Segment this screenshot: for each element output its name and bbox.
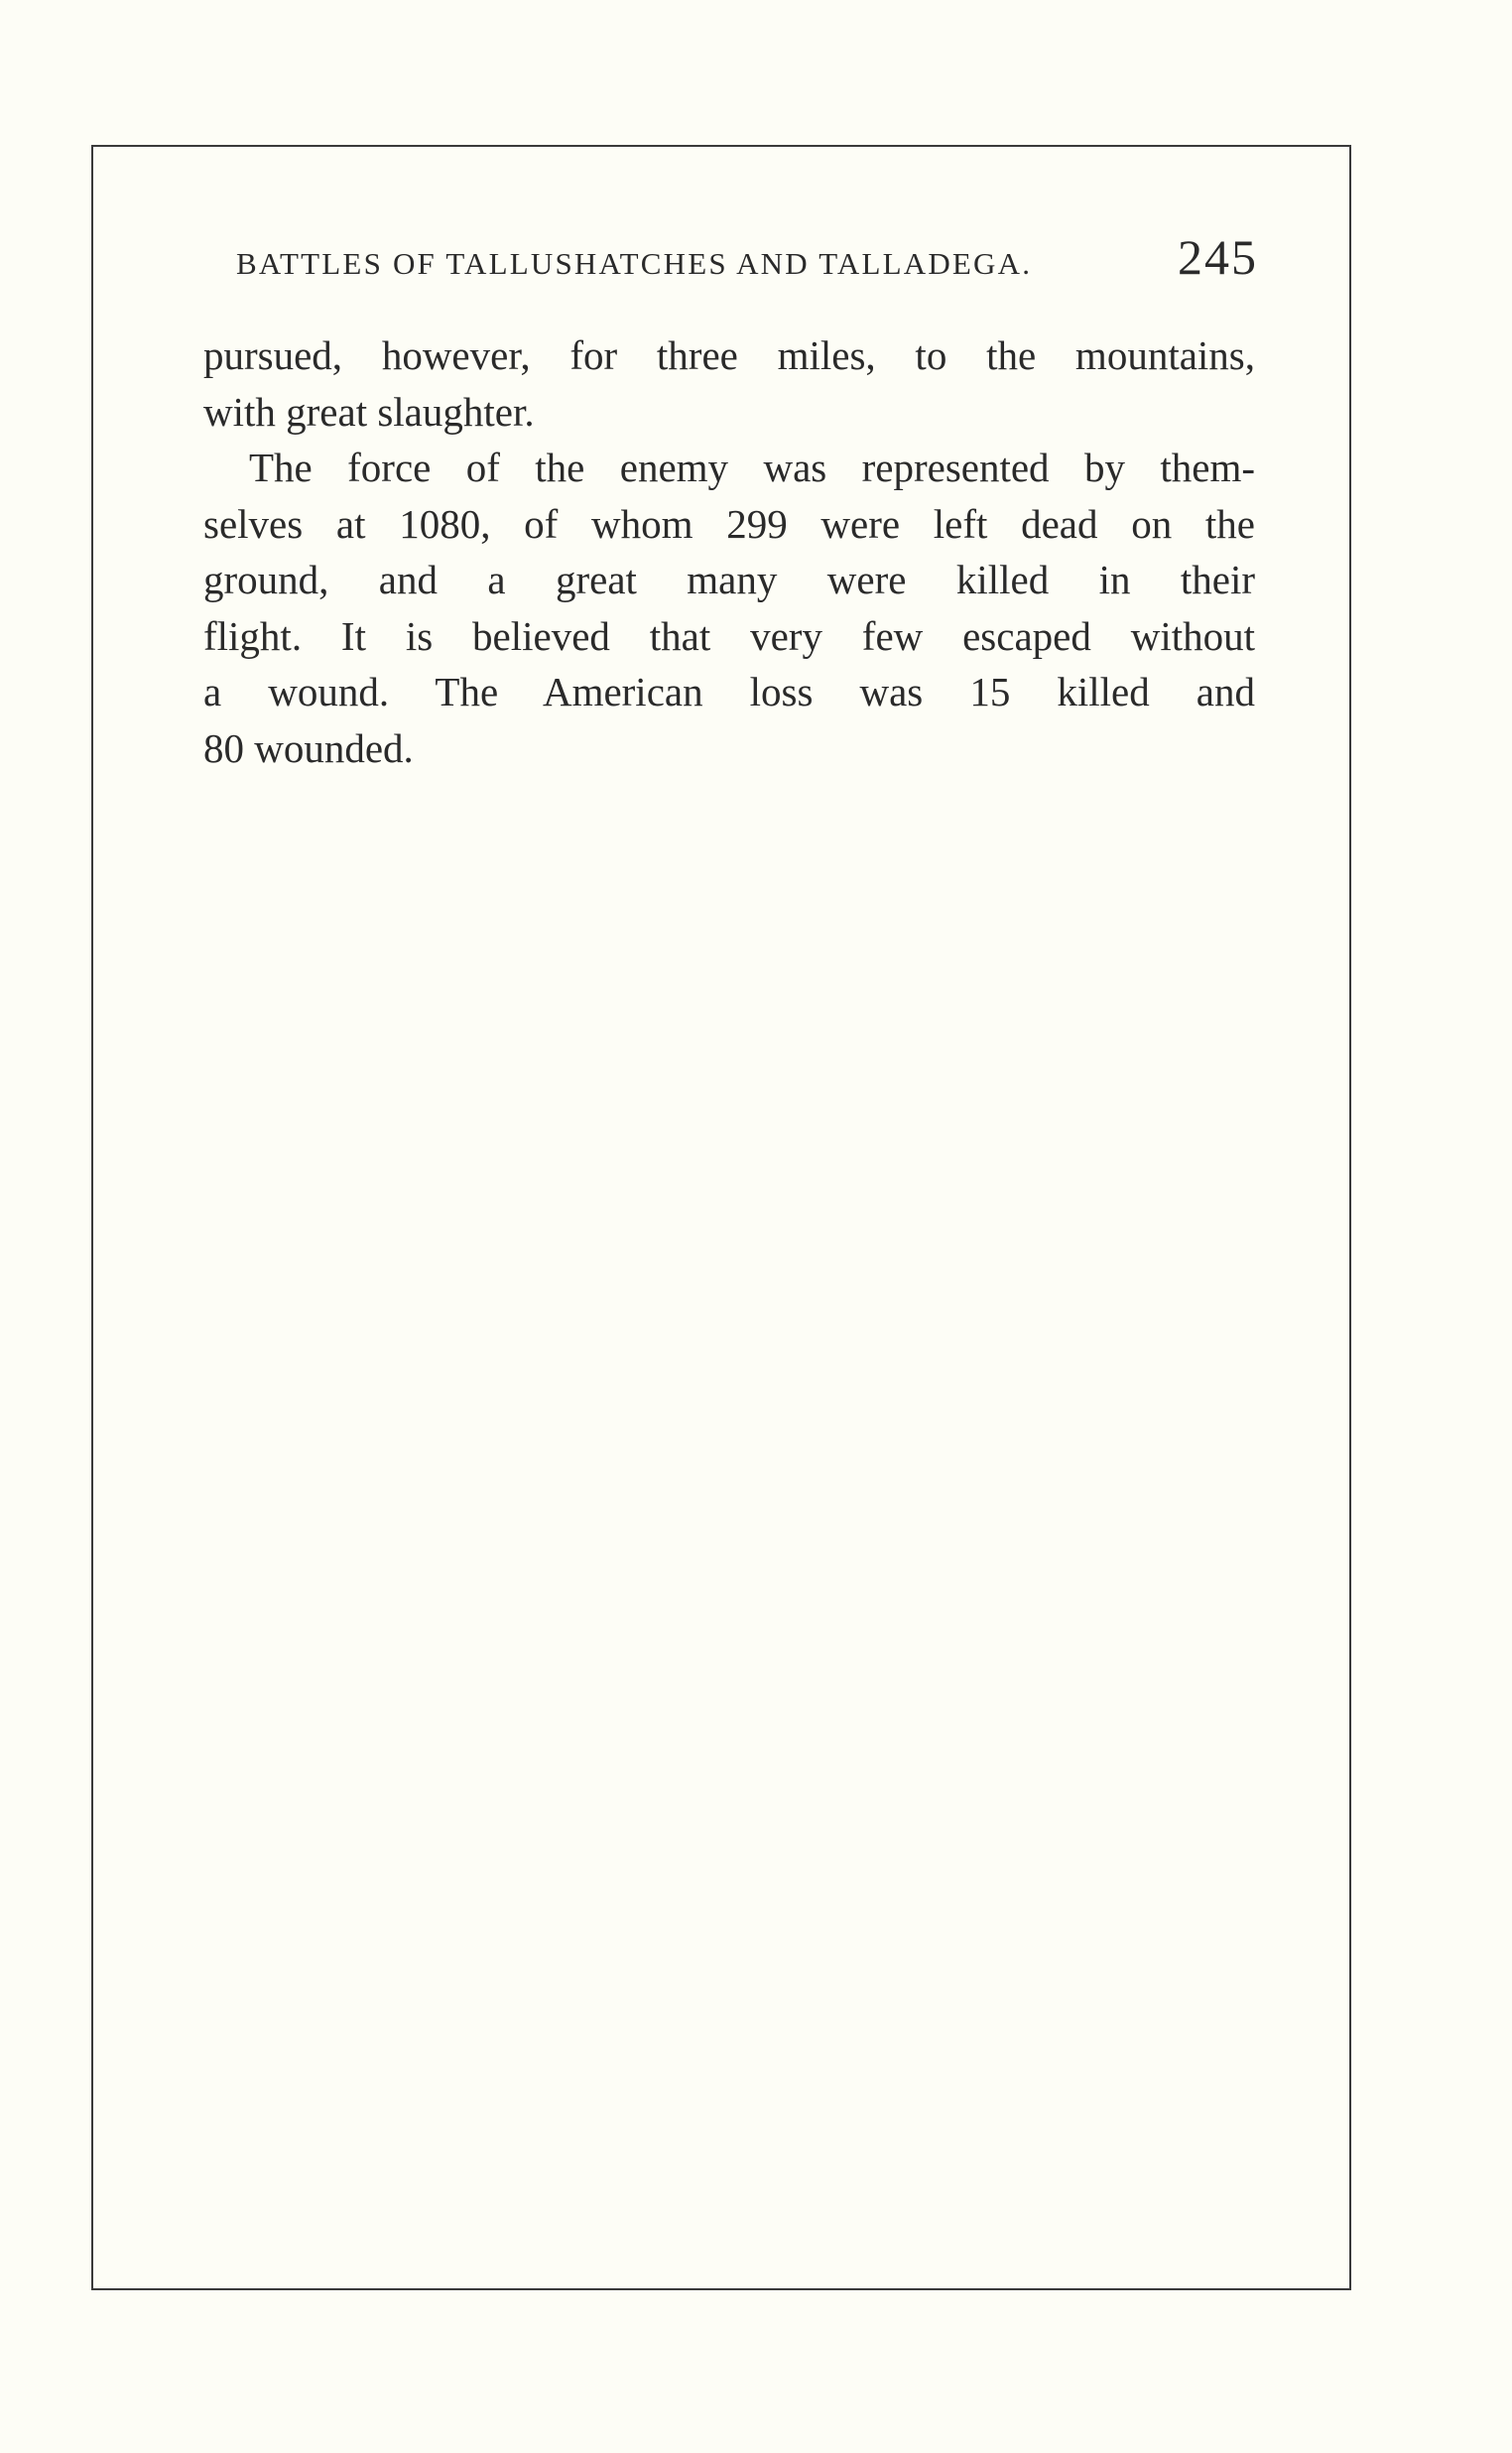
page-number: 245 (1178, 229, 1258, 285)
text-line: with great slaughter. (203, 388, 535, 435)
text-line: pursued, however, for three miles, to the mountains, (203, 332, 1255, 378)
text-line: selves at 1080, of whom 299 were left dead on the (203, 500, 1255, 547)
text-line: 80 wounded. (203, 724, 414, 771)
running-head-title: BATTLES OF TALLUSHATCHES AND TALLADEGA. (236, 246, 1033, 281)
paragraph (203, 440, 1255, 776)
running-head (236, 228, 1258, 298)
paragraph (203, 327, 1255, 440)
text-line: ground, and a great many were killed in their (203, 557, 1255, 602)
text-line: flight. It is believed that very few escaped without (203, 612, 1255, 659)
text-line: a wound. The American loss was 15 killed and (203, 669, 1255, 714)
body-text (203, 327, 1255, 776)
text-line: The force of the enemy was represented by them- (249, 445, 1255, 490)
